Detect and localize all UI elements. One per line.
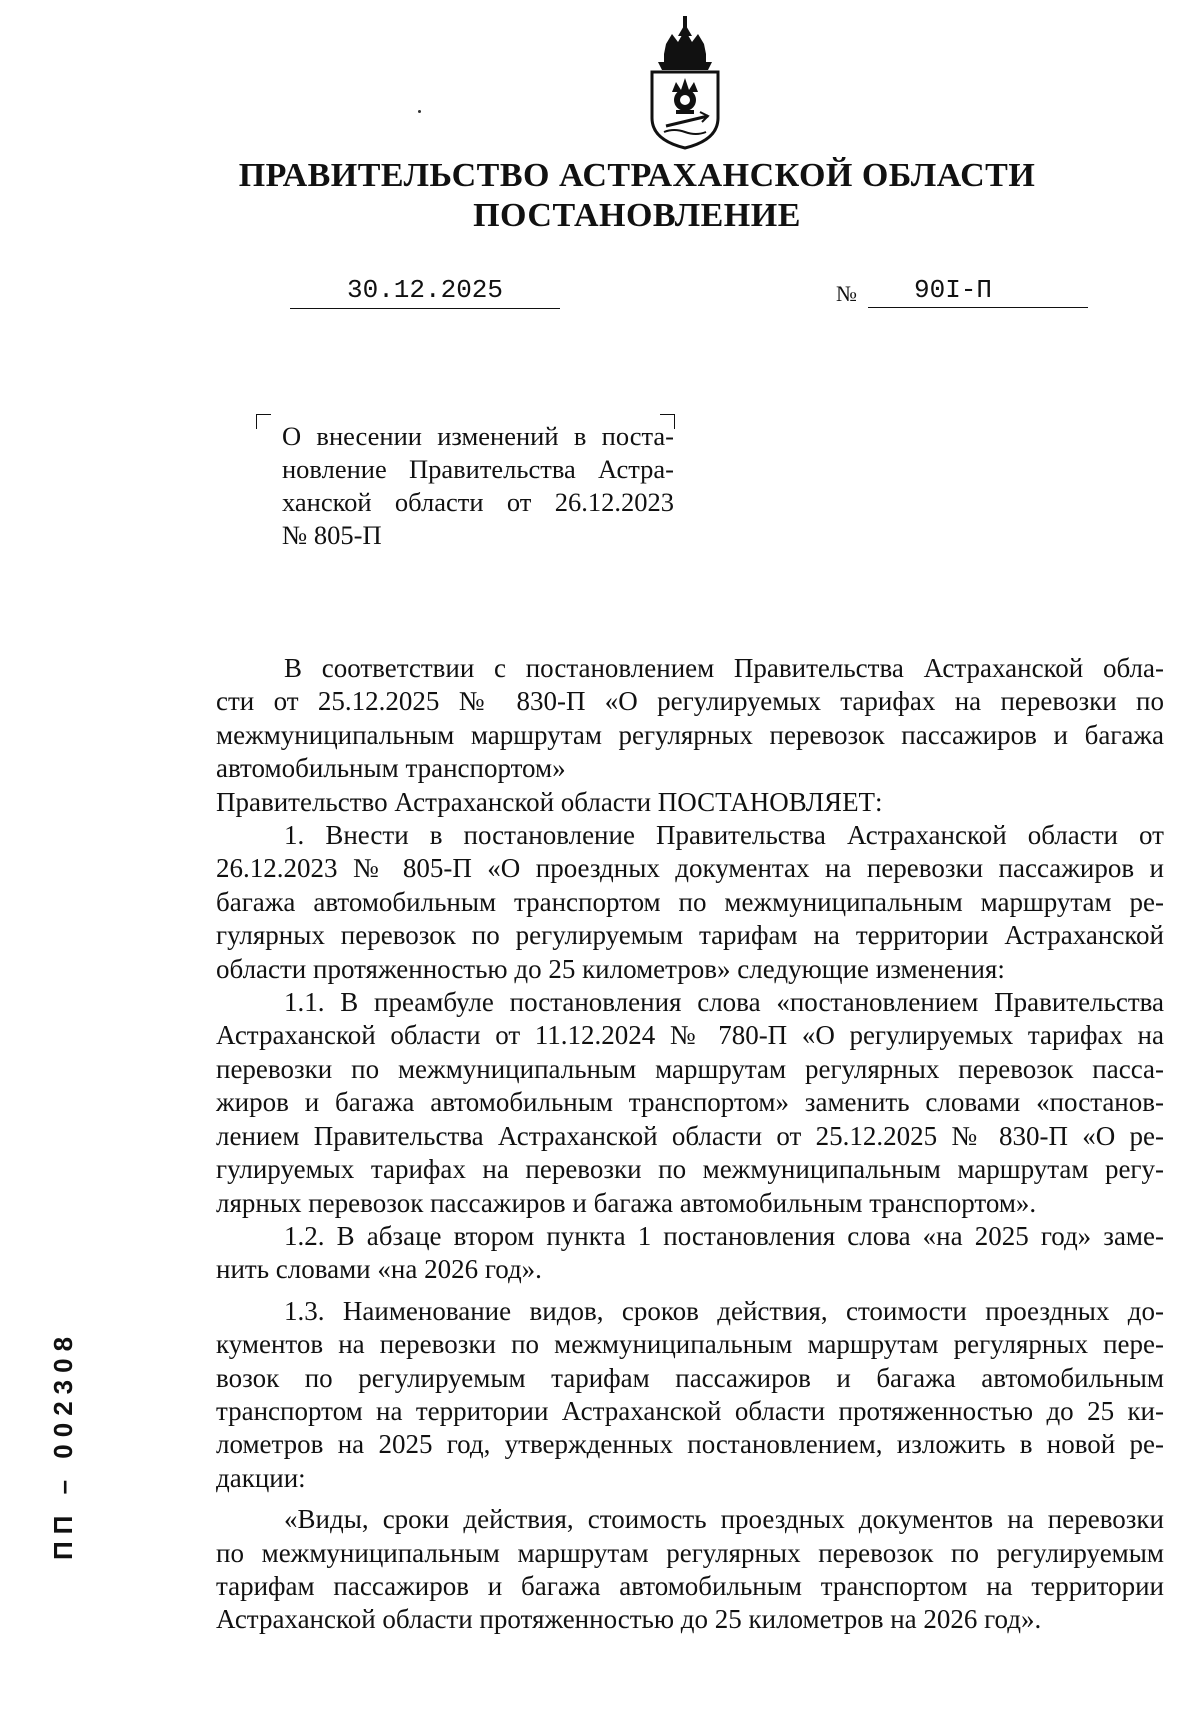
subject-bracket-left xyxy=(256,414,271,429)
subject-line: ханской области от 26.12.2023 xyxy=(282,487,674,517)
body-line: автомобильным транспортом» xyxy=(216,753,566,784)
body-line: кументов на перевозки по межмуниципальным маршрутам регулярных пере- xyxy=(216,1329,1164,1360)
body-line: Правительство Астраханской области ПОСТАНОВЛЯЕТ: xyxy=(216,786,883,817)
body-line: транспортом на территории Астраханской области протяженностью до 25 ки- xyxy=(216,1395,1164,1426)
scan-speck xyxy=(418,110,421,113)
subject-line: О внесении изменений в поста- xyxy=(282,421,674,451)
body-line: 1. Внести в постановление Правительства Астраханской области от xyxy=(284,820,1164,851)
body-line: «Виды, сроки действия, стоимость проездных документов на перевозки xyxy=(284,1504,1164,1535)
document-number: 90I-П xyxy=(868,274,1088,308)
paragraph-gap xyxy=(216,1287,1164,1295)
body-line: гулярных перевозок по регулируемым тарифам на территории Астраханской xyxy=(216,920,1164,951)
body-line: лением Правительства Астраханской области от 25.12.2025 № 830-П «О ре- xyxy=(216,1120,1164,1151)
body-line: лометров на 2025 год, утвержденных постановлением, изложить в новой ре- xyxy=(216,1429,1164,1460)
body-line: Астраханской области от 11.12.2024 № 780-П «О регулируемых тарифах на xyxy=(216,1020,1164,1051)
document-body xyxy=(216,652,1164,1637)
side-serial-text: ПП – 002308 xyxy=(48,1329,78,1560)
body-line: области протяженностью до 25 километров» следующие изменения: xyxy=(216,953,1005,984)
document-type-title: ПОСТАНОВЛЕНИЕ xyxy=(473,197,801,234)
document-subject xyxy=(282,420,674,552)
subject-line: № 805-П xyxy=(282,520,382,550)
coat-of-arms-emblem xyxy=(638,14,734,154)
body-line: перевозки по межмуниципальным маршрутам регулярных перевозок пасса- xyxy=(216,1053,1164,1084)
subject-line: новление Правительства Астра- xyxy=(282,454,674,484)
body-line: дакции: xyxy=(216,1462,306,1493)
body-line: багажа автомобильным транспортом по межмуниципальным маршрутам ре- xyxy=(216,886,1164,917)
body-line: жиров и багажа автомобильным транспортом» заменить словами «постанов- xyxy=(216,1087,1164,1118)
document-number-label: № xyxy=(836,281,857,306)
body-line: 1.3. Наименование видов, сроков действия, стоимости проездных до- xyxy=(284,1295,1164,1326)
body-line: В соответствии с постановлением Правительства Астраханской обла- xyxy=(284,653,1164,683)
body-line: возок по регулируемым тарифам пассажиров и багажа автомобильным xyxy=(216,1362,1164,1393)
body-line: 26.12.2023 № 805-П «О проездных документах на перевозки пассажиров и xyxy=(216,853,1164,884)
document-date: 30.12.2025 xyxy=(290,274,560,309)
body-line: нить словами «на 2026 год». xyxy=(216,1254,542,1285)
body-line: 1.2. В абзаце втором пункта 1 постановления слова «на 2025 год» заме- xyxy=(284,1220,1164,1251)
body-line: 1.1. В преамбуле постановления слова «постановлением Правительства xyxy=(284,987,1164,1018)
body-line: сти от 25.12.2025 № 830-П «О регулируемых тарифах на перевозки по xyxy=(216,686,1164,717)
body-line: Астраханской области протяженностью до 25 километров на 2026 год». xyxy=(216,1604,1042,1635)
body-line: гулируемых тарифах на перевозки по межмуниципальным маршрутам регу- xyxy=(216,1154,1164,1185)
body-line: тарифам пассажиров и багажа автомобильным транспортом на территории xyxy=(216,1570,1164,1601)
body-line: лярных перевозок пассажиров и багажа автомобильным транспортом». xyxy=(216,1187,1037,1218)
paragraph-gap xyxy=(216,1495,1164,1503)
body-line: межмуниципальным маршрутам регулярных перевозок пассажиров и багажа xyxy=(216,719,1164,750)
body-line: по межмуниципальным маршрутам регулярных перевозок по регулируемым xyxy=(216,1537,1164,1568)
organization-title: ПРАВИТЕЛЬСТВО АСТРАХАНСКОЙ ОБЛАСТИ xyxy=(238,157,1036,194)
